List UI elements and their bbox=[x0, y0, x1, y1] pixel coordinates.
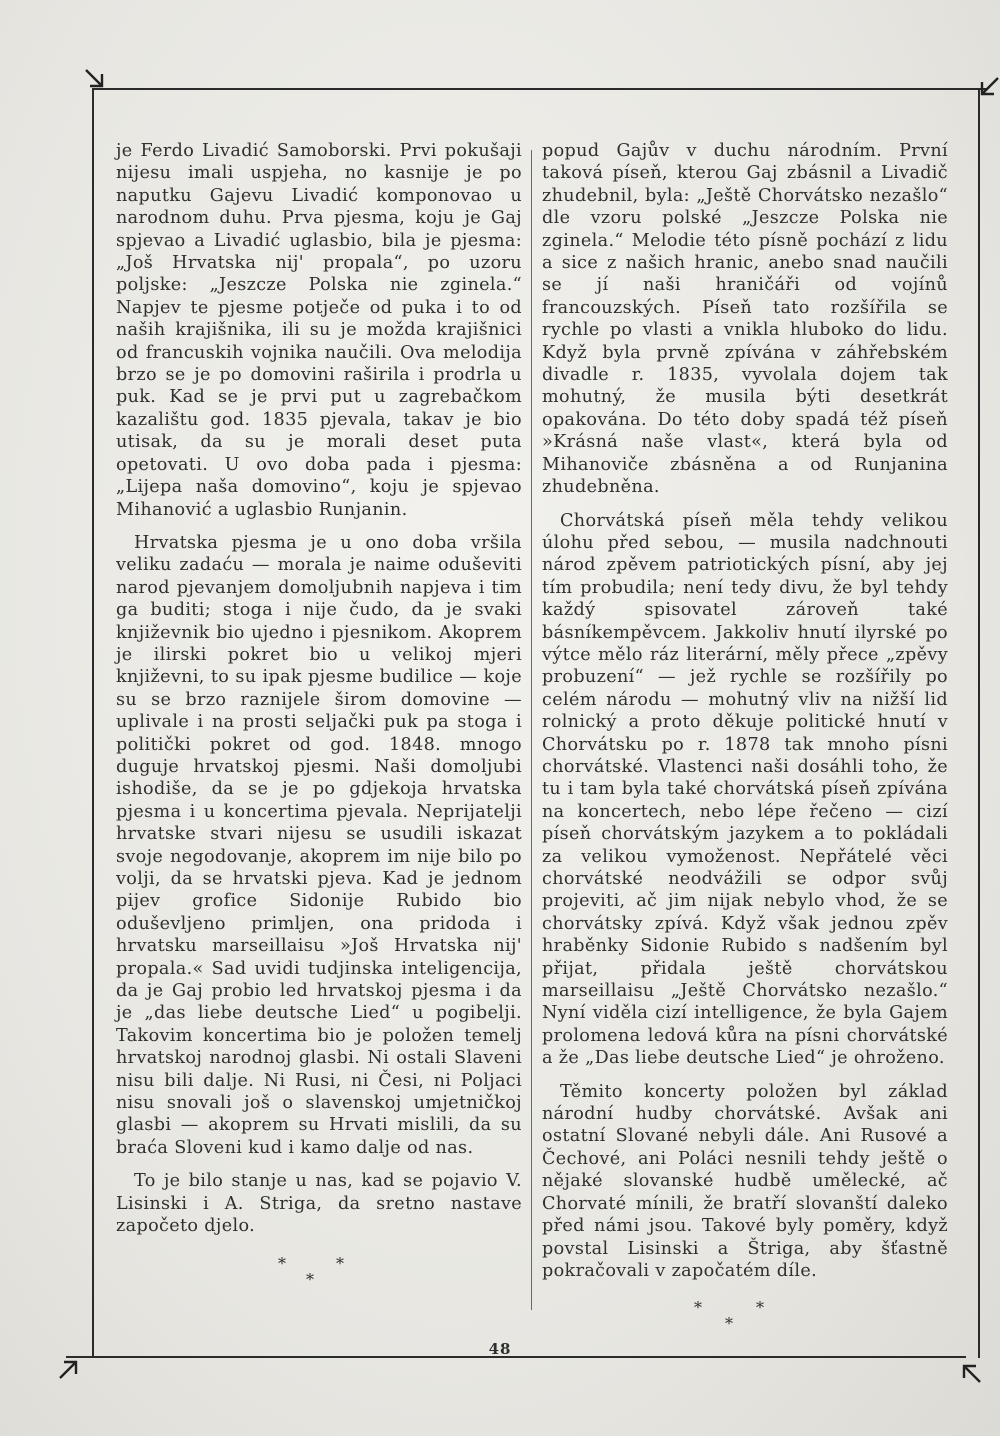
left-column bbox=[116, 140, 522, 1288]
paragraph: je Ferdo Livadić Samoborski. Prvi pokušaji nijesu imali uspjeha, no kasnije je po naputku Gajevu Livadić komponovao u narodnom duhu. Prva pjesma, koju je Gaj spjevao a Livadić uglasbio, bila je pjesma: „Još Hrvatska nij' propala“, po uzoru poljske: „Jeszcze Polska nie zginela.“ Napjev te pjesme potječe od puka i to od naših krajišnika, ili su je možda krajišnici od francuskih vojnika naučili. Ova melodija brzo se je po domovini raširila i prodrla u puk. Kad se je prvi put u zagrebačkom kazalištu god. 1835 pjevala, takav je bio utisak, da su je morali deset puta opetovati. U ovo doba pada i pjesma: „Lijepa naša domovino“, koju je spjevao Mihanović a uglasbio Runjanin. bbox=[116, 141, 522, 520]
asterism: * * * bbox=[278, 1253, 345, 1289]
asterism: * * * bbox=[694, 1298, 765, 1334]
right-rule bbox=[978, 88, 980, 1358]
corner-mark-bottom-left bbox=[56, 1356, 82, 1382]
corner-mark-top-right bbox=[976, 74, 1000, 100]
corner-mark-bottom-right bbox=[958, 1360, 984, 1386]
paragraph: Těmito koncerty položen byl základ národní hudby chorvátské. Avšak ani ostatní Slované nebyli dále. Ani Rusové a Čechové, ani Poláci nesnili tehdy ještě o nějaké slovanské hudbě umělecké, ač Chorvaté mínili, že bratří slovanští daleko před námi jsou. Takové byly poměry, když povstal Lisinski a Štriga, aby šťastně pokračovali v započatém díle. bbox=[542, 1081, 948, 1281]
paragraph: popud Gajův v duchu národním. První taková píseň, kterou Gaj zbásnil a Livadič zhudebnil, byla: „Ještě Chorvátsko nezašlo“ dle vzoru polské „Jeszcze Polska nie zginela.“ Melodie této písně pochází z lidu a sice z našich hranic, anebo snad naučili se jí naši hraničáři od vojínů francouzských. Píseň tato rozšířila se rychle po vlasti a vnikla hluboko do lidu. Když byla prvně zpívána v záhřebském divadle r. 1835, vyvolala dojem tak mohutný, že musila býti desetkrát opakována. Do této doby spadá též píseň »Krásná naše vlast«, která byla od Mihanoviče zbásněna a od Runjanina zhudebněna. bbox=[542, 141, 948, 498]
paragraph: Chorvátská píseň měla tehdy velikou úlohu před sebou, — musila nadchnouti národ zpěvem patriotických písní, aby jej tím probudila; není tedy divu, že byl tehdy každý spisovatel zároveň také básníkempěvcem. Jakkoliv hnutí ilyrské po výtce mělo ráz literární, měly přece „zpěvy probuzení“ — jež rychle se rozšířily po celém národu — mohutný vliv na nižší lid rolnický a proto děkuje politické hnutí v Chorvátsku po r. 1878 tak mnoho písni chorvátské. Vlastenci naši dosáhli toho, že tu i tam byla také chorvátská píseň zpívána na koncertech, nebo lépe řečeno — cizí píseň chorvátským jazykem a to pokládali za velikou vymoženost. Nepřátelé věci chorvátské neodvážili se odpor svůj projeviti, ač jim nijak nebylo vhod, že se chorvátsky zpívá. Když však jednou zpěv hraběnky Sidonie Rubido s nadšením byl přijat, přidala ještě chorvátskou marseillaisu „Ještě Chorvátsko nezašlo.“ Nyní viděla cizí intelligence, že byla Gajem prolomena ledová kůra na písni chorvátské a že „Das liebe deutsche Lied“ je ohroženo. bbox=[542, 510, 948, 1069]
page-number: 48 bbox=[488, 1340, 512, 1358]
paragraph: Hrvatska pjesma je u ono doba vršila veliku zadaću — morala je naime oduševiti narod pjevanjem domoljubnih napjeva i tim ga buditi; stoga i nije čudo, da je svaki književnik bio ujedno i pjesnikom. Akoprem je ilirski pokret bio u velikoj mjeri književni, to su ipak pjesme budilice — koje su se brzo raznijele širom domovine — uplivale i na prosti seljački puk pa stoga i politički pokret od god. 1848. mnogo duguje hrvatskoj pjesmi. Naši domoljubi ishodiše, da se je po gdjekoja hrvatska pjesma i u koncertima pjevala. Neprijatelji hrvatske stvari nijesu se usudili iskazat svoje negodovanje, akoprem im nije bilo po volji, da se hrvatski pjeva. Kad je jednom pijev grofice Sidonije Rubido bio oduševljeno primljen, ona pridoda i hrvatsku marseillaisu »Još Hrvatska nij' propala.« Sad uvidi tudjinska inteligencija, da je Gaj probio led hrvatskoj pjesma i da je „das liebe deutsche Lied“ u pogibelji. Takovim koncertima bio je položen temelj hrvatskoj narodnoj glasbi. Ni ostali Slaveni nisu bili dalje. Ni Rusi, ni Česi, ni Poljaci nisu snovali još o slavenskoj umjetničkoj glasbi — akoprem su Hrvati mislili, da su braća Sloveni kud i kamo dalje od nas. bbox=[116, 532, 522, 1158]
right-column bbox=[542, 140, 948, 1332]
paragraph: To je bilo stanje u nas, kad se pojavio V. Lisinski i A. Striga, da sretno nastave započeto djelo. bbox=[116, 1171, 522, 1237]
column-divider bbox=[531, 150, 532, 1310]
top-rule bbox=[92, 88, 988, 90]
corner-mark-top-left bbox=[82, 66, 108, 92]
left-rule bbox=[92, 88, 94, 1358]
